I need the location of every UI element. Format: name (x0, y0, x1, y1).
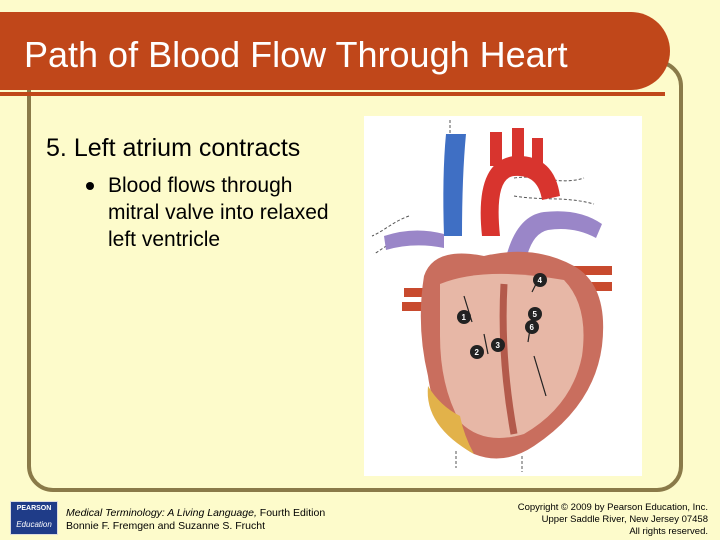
copyright-line-1: Copyright © 2009 by Pearson Education, Inc. (517, 502, 708, 513)
step-label-2: 2 (474, 348, 479, 357)
copyright-line-2: Upper Saddle River, New Jersey 07458 (541, 514, 708, 525)
footer-citation (66, 507, 325, 533)
book-edition: Fourth Edition (256, 507, 326, 519)
aorta-branch-3 (532, 138, 543, 168)
main-bullet (46, 134, 300, 163)
step-label-3: 3 (495, 341, 500, 350)
superior-vena-cava (443, 134, 466, 236)
authors: Bonnie F. Fremgen and Suzanne S. Frucht (66, 520, 266, 532)
step-label-4: 4 (537, 276, 542, 285)
heart-illustration (364, 116, 642, 476)
pulmonary-artery-left (384, 230, 444, 250)
logo-top-text: PEARSON (16, 505, 52, 512)
footer-copyright (518, 502, 708, 538)
slide-title: Path of Blood Flow Through Heart (24, 34, 568, 75)
bullet-text: Left atrium contracts (73, 134, 301, 162)
step-label-6: 6 (529, 323, 534, 332)
sub-bullet-text: Blood flows through mitral valve into relaxed left ventricle (108, 174, 329, 251)
title-underline (0, 92, 665, 96)
heart-diagram (364, 116, 642, 476)
step-label-1: 1 (461, 313, 466, 322)
aorta-branch-2 (512, 128, 524, 162)
logo-bottom-text: Education (16, 520, 52, 529)
step-label-5: 5 (532, 310, 537, 319)
pearson-logo (10, 501, 58, 535)
copyright-line-3: All rights reserved. (629, 526, 708, 537)
book-title: Medical Terminology: A Living Language, (66, 507, 257, 519)
bullet-number: 5. (46, 134, 67, 162)
aorta-branch-1 (490, 132, 502, 166)
sub-bullet-dot (86, 182, 94, 190)
